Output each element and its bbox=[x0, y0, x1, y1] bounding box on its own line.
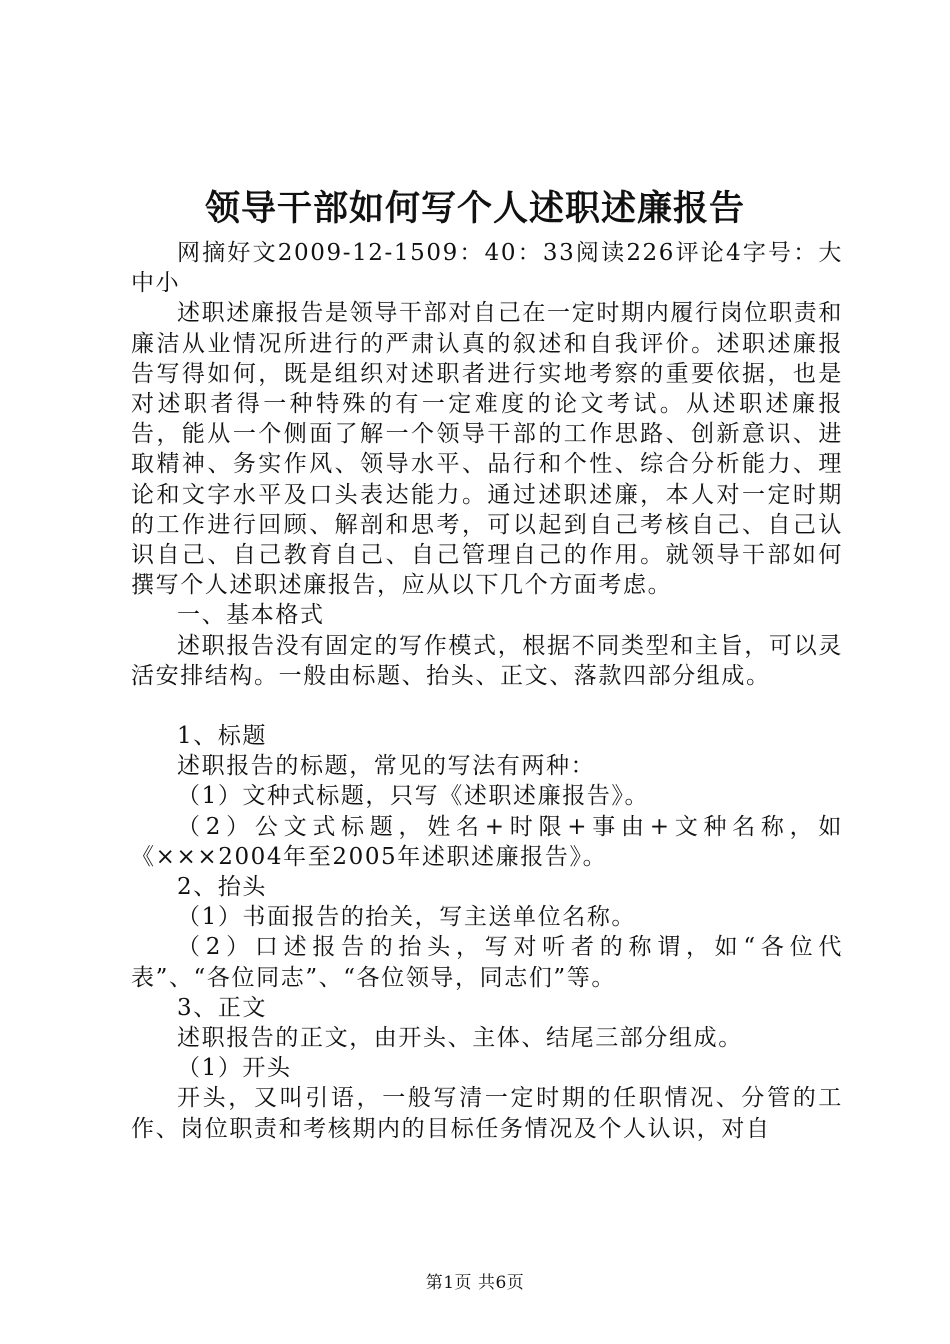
list-item: （2）公文式标题，姓名+时限+事由+文种名称，如《×××2004年至2005年述职述廉报告》。 bbox=[131, 813, 843, 870]
page-number-footer: 第1页 共6页 bbox=[425, 1273, 525, 1293]
list-item: （1）开头 bbox=[177, 1055, 292, 1082]
list-item: （2）口述报告的抬头，写对听者的称谓，如“各位代表”、“各位同志”、“各位领导，同志们”等。 bbox=[131, 934, 843, 991]
meta-line: 网摘好文2009-12-1509：40：33阅读226评论4字号：大中小 bbox=[131, 240, 843, 297]
body-paragraph: 述职报告的正文，由开头、主体、结尾三部分组成。 bbox=[177, 1025, 743, 1052]
body-paragraph: 开头，又叫引语，一般写清一定时期的任职情况、分管的工作、岗位职责和考核期内的目标任务情况及个人认识，对自 bbox=[131, 1085, 843, 1142]
document-body bbox=[131, 238, 843, 1144]
body-paragraph: 述职报告没有固定的写作模式，根据不同类型和主旨，可以灵活安排结构。一般由标题、抬头、正文、落款四部分组成。 bbox=[131, 632, 843, 689]
body-paragraph: 述职报告的标题，常见的写法有两种： bbox=[177, 753, 596, 780]
list-item: （1）文种式标题，只写《述职述廉报告》。 bbox=[177, 783, 650, 810]
subsection-heading: 1、标题 bbox=[177, 723, 268, 750]
subsection-heading: 3、正文 bbox=[177, 994, 268, 1021]
section-heading: 一、基本格式 bbox=[177, 602, 325, 629]
subsection-heading: 2、抬头 bbox=[177, 874, 268, 901]
list-item: （1）书面报告的抬关，写主送单位名称。 bbox=[177, 904, 637, 931]
intro-paragraph: 述职述廉报告是领导干部对自己在一定时期内履行岗位职责和廉洁从业情况所进行的严肃认真的叙述和自我评价。述职述廉报告写得如何，既是组织对述职者进行实地考察的重要依据，也是对述职者得一种特殊的有一定难度的论文考试。从述职述廉报告，能从一个侧面了解一个领导干部的工作思路、创新意识、进取精神、务实作风、领导水平、品行和个性、综合分析能力、理论和文字水平及口头表达能力。通过述职述廉，本人对一定时期的工作进行回顾、解剖和思考，可以起到自己考核自己、自己认识自己、自己教育自己、自己管理自己的作用。就领导干部如何撰写个人述职述廉报告，应从以下几个方面考虑。 bbox=[131, 300, 843, 599]
document-title: 领导干部如何写个人述职述廉报告 bbox=[204, 188, 745, 229]
